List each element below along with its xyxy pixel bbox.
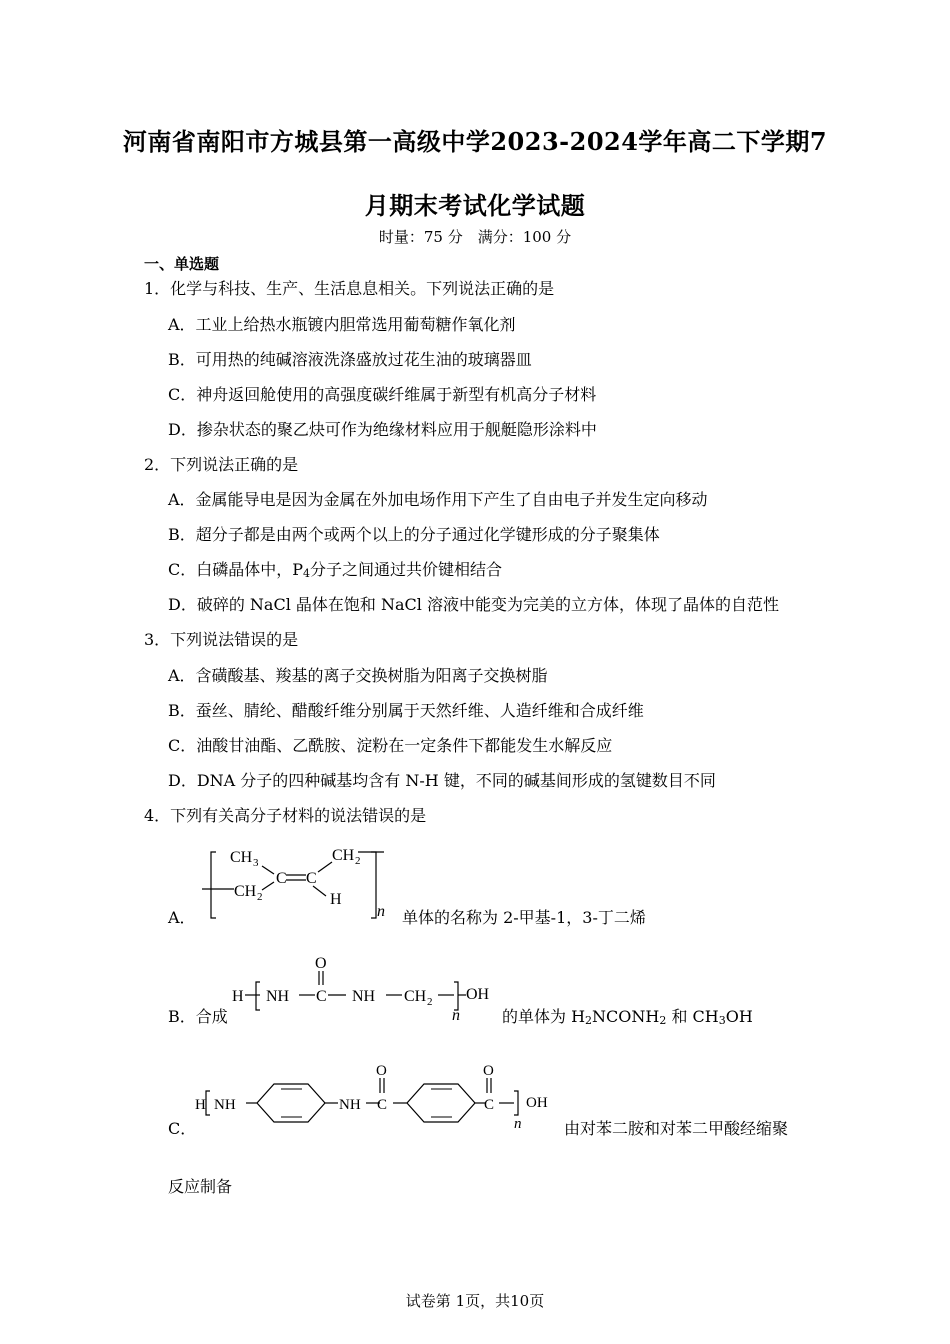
q4-b-c: C <box>316 988 327 1005</box>
q2-option-a: A．金属能导电是因为金属在外加电场作用下产生了自由电子并发生定向移动 <box>168 490 708 509</box>
q4-b-nh2: NH <box>352 988 376 1005</box>
q4-b-nh1: NH <box>266 988 290 1005</box>
q1-option-a: A．工业上给热水瓶镀内胆常选用葡萄糖作氧化剂 <box>168 315 516 334</box>
q4-c-structure <box>194 1060 559 1135</box>
q3-option-b: B．蚕丝、腈纶、醋酸纤维分别属于天然纤维、人造纤维和合成纤维 <box>168 701 644 720</box>
q4-b-ch2: CH <box>404 988 427 1005</box>
q4-b-sub1: 2 <box>585 1014 593 1027</box>
q4-c-nh2: NH <box>339 1097 361 1113</box>
q4-b-text-pre: 的单体为 H <box>502 1007 586 1026</box>
q2-c-post: 分子之间通过共价键相结合 <box>310 560 503 579</box>
q4-a-ch2-top-sub: 2 <box>355 855 361 867</box>
q3-option-c: C．油酸甘油酯、乙酰胺、淀粉在一定条件下都能发生水解反应 <box>168 736 613 755</box>
q4-a-structure <box>196 840 396 925</box>
q2-stem: 2．下列说法正确的是 <box>144 455 299 474</box>
q4-a-c1: C <box>276 870 287 887</box>
q4-c-nh1: NH <box>214 1097 236 1113</box>
q2-option-d: D．破碎的 NaCl 晶体在饱和 NaCl 溶液中能变为完美的立方体，体现了晶体的自范性 <box>168 595 779 614</box>
q4-b-sub2: 2 <box>659 1014 667 1027</box>
q2-option-b: B．超分子都是由两个或两个以上的分子通过化学键形成的分子聚集体 <box>168 525 660 544</box>
q4-option-a-label: A． <box>168 908 196 927</box>
q2-option-c <box>168 557 502 580</box>
q4-stem: 4．下列有关高分子材料的说法错误的是 <box>144 806 427 825</box>
q3-option-d: D．DNA 分子的四种碱基均含有 N-H 键，不同的碱基间形成的氢键数目不同 <box>168 771 716 790</box>
q4-b-structure <box>230 950 500 1025</box>
q4-a-ch3: CH <box>230 849 253 866</box>
q4-a-n: n <box>377 903 385 920</box>
q4-a-ch3-sub: 3 <box>253 857 259 869</box>
q2-c-pre: C．白磷晶体中，P <box>168 560 304 579</box>
q4-c-o1: O <box>376 1063 387 1079</box>
title-line-1: 河南省南阳市方城县第一高级中学2023-2024学年高二下学期7 <box>122 127 828 156</box>
q4-b-h: H <box>232 988 244 1005</box>
q1-stem: 1．化学与科技、生产、生活息息相关。下列说法正确的是 <box>144 279 555 298</box>
q4-c-c1: C <box>377 1097 388 1113</box>
q4-b-text-mid2: 和 CH <box>666 1007 719 1026</box>
q4-c-n: n <box>514 1116 522 1132</box>
q4-c-c2: C <box>484 1097 495 1113</box>
q4-option-c-text: 由对苯二胺和对苯二甲酸经缩聚 <box>564 1119 789 1138</box>
section-heading: 一、单选题 <box>144 255 220 273</box>
q4-b-sub3: 3 <box>718 1014 726 1027</box>
q4-c-oh: OH <box>526 1095 548 1111</box>
q4-c-h: H <box>195 1097 206 1113</box>
q4-option-b-label: B．合成 <box>168 1007 228 1026</box>
q4-option-c-label: C． <box>168 1119 197 1138</box>
q2-c-sub: 4 <box>303 567 311 580</box>
q4-option-c-continued: 反应制备 <box>168 1177 233 1196</box>
q4-a-h: H <box>330 891 342 908</box>
q1-option-d: D．掺杂状态的聚乙炔可作为绝缘材料应用于舰艇隐形涂料中 <box>168 420 597 439</box>
q4-option-b-text <box>502 1004 753 1027</box>
q4-b-o: O <box>315 955 327 972</box>
q4-a-ch2-top: CH <box>332 847 355 864</box>
q4-c-o2: O <box>483 1063 494 1079</box>
q3-stem: 3．下列说法错误的是 <box>144 630 299 649</box>
q1-option-c: C．神舟返回舱使用的高强度碳纤维属于新型有机高分子材料 <box>168 385 597 404</box>
q4-a-ch2-bot-sub: 2 <box>257 891 263 903</box>
q4-b-text-post: OH <box>725 1007 753 1026</box>
q4-a-c2: C <box>306 870 317 887</box>
q4-b-ch2-sub: 2 <box>427 996 433 1008</box>
q4-b-n: n <box>452 1007 460 1024</box>
q4-option-a-text: 单体的名称为 2-甲基-1，3-丁二烯 <box>402 908 646 927</box>
q1-option-b: B．可用热的纯碱溶液洗涤盛放过花生油的玻璃器皿 <box>168 350 532 369</box>
q4-a-ch2-bot: CH <box>234 883 257 900</box>
q4-b-oh: OH <box>466 986 490 1003</box>
q4-b-text-mid: NCONH <box>592 1007 660 1026</box>
q3-option-a: A．含磺酸基、羧基的离子交换树脂为阳离子交换树脂 <box>168 666 548 685</box>
time-and-score: 时量：75 分 满分：100 分 <box>378 228 572 246</box>
title-line-2: 月期末考试化学试题 <box>364 191 586 220</box>
page-footer: 试卷第 1页，共10页 <box>405 1292 545 1310</box>
